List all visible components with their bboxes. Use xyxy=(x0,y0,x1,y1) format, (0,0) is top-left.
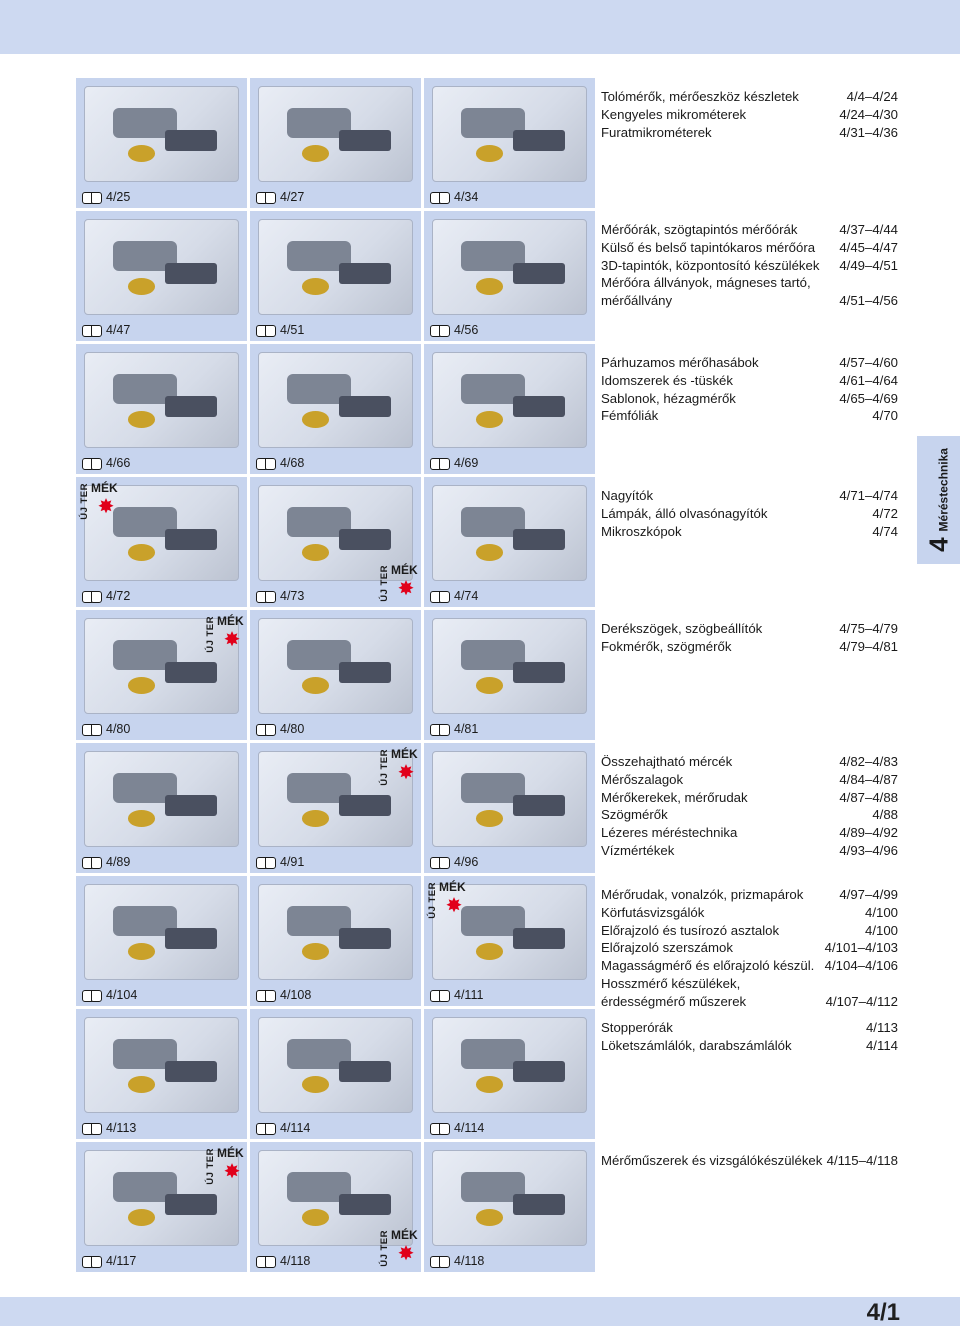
chapter-tab[interactable] xyxy=(917,436,960,564)
catalog-row-9 xyxy=(76,1142,904,1272)
contents-entry[interactable]: Lámpák, álló olvasónagyítók 4/72 xyxy=(601,505,898,521)
product-image-cell[interactable] xyxy=(76,743,247,873)
page-reference: 4/117 xyxy=(82,1254,136,1268)
book-icon xyxy=(430,857,450,868)
page-reference: 4/56 xyxy=(430,323,478,337)
book-icon xyxy=(430,1123,450,1134)
product-image xyxy=(432,485,587,581)
page-reference: 4/111 xyxy=(430,988,483,1002)
new-product-badge: ÚJ TER MÉK ✸ xyxy=(79,481,118,520)
product-image-cell[interactable] xyxy=(424,1142,595,1272)
product-image-cell[interactable] xyxy=(76,1142,247,1272)
laser-icon: ✸ xyxy=(445,895,463,917)
contents-entry[interactable]: Szögmérők 4/88 xyxy=(601,807,898,823)
catalog-row-4 xyxy=(76,477,904,607)
bottom-band xyxy=(0,1297,960,1326)
page-reference: 4/47 xyxy=(82,323,130,337)
contents-entry[interactable]: Lézeres méréstechnika 4/89–4/92 xyxy=(601,825,898,841)
contents-entry[interactable]: Mérőműszerek és vizsgálókészülékek 4/115–4/118 xyxy=(601,1153,898,1168)
contents-entry[interactable]: Mérőkerekek, mérőrudak 4/87–4/88 xyxy=(601,789,898,805)
book-icon xyxy=(256,990,276,1001)
product-image-cell[interactable] xyxy=(76,344,247,474)
product-image-cell[interactable] xyxy=(424,477,595,607)
page-number: 4/1 xyxy=(866,1299,900,1326)
product-image xyxy=(432,86,587,182)
product-image xyxy=(84,86,239,182)
catalog-row-7 xyxy=(76,876,904,1009)
book-icon xyxy=(82,458,102,469)
section-contents xyxy=(598,477,904,607)
contents-entry[interactable]: 3D-tapintók, központosító készülékek 4/49–4/51 xyxy=(601,257,898,273)
product-image xyxy=(432,1150,587,1246)
product-image-cell[interactable] xyxy=(424,610,595,740)
chapter-label: Méréstechnika xyxy=(936,448,950,532)
book-icon xyxy=(82,1123,102,1134)
book-icon xyxy=(430,325,450,336)
contents-entry[interactable]: mérőállvány 4/51–4/56 xyxy=(601,293,898,309)
page-reference: 4/81 xyxy=(430,722,478,736)
product-image-cell[interactable] xyxy=(76,78,247,208)
section-contents xyxy=(598,610,904,740)
contents-entry[interactable]: Nagyítók 4/71–4/74 xyxy=(601,488,898,503)
book-icon xyxy=(430,990,450,1001)
catalog-row-8 xyxy=(76,1009,904,1139)
page-reference: 4/104 xyxy=(82,988,137,1002)
section-contents xyxy=(598,1142,904,1272)
product-image-cell[interactable] xyxy=(424,1009,595,1139)
chapter-number: 4 xyxy=(923,537,953,552)
book-icon xyxy=(256,857,276,868)
section-contents xyxy=(598,211,904,341)
book-icon xyxy=(256,192,276,203)
laser-icon: ✸ xyxy=(97,496,115,518)
page-reference: 4/73 xyxy=(256,589,304,603)
book-icon xyxy=(82,857,102,868)
page-reference: 4/114 xyxy=(256,1121,310,1135)
section-contents xyxy=(598,1009,904,1139)
new-product-badge: ÚJ TER MÉK ✸ xyxy=(379,563,418,602)
contents-entry[interactable]: Mérőszalagok 4/84–4/87 xyxy=(601,771,898,787)
contents-entry[interactable]: Löketszámlálók, darabszámlálók 4/114 xyxy=(601,1037,898,1053)
book-icon xyxy=(256,724,276,735)
book-icon xyxy=(430,591,450,602)
page-reference: 4/66 xyxy=(82,456,130,470)
product-image-cell[interactable] xyxy=(424,876,595,1006)
catalog-row-3 xyxy=(76,344,904,474)
laser-icon: ✸ xyxy=(397,578,415,600)
page-reference: 4/72 xyxy=(82,589,130,603)
contents-entry[interactable]: Előrajzoló szerszámok 4/101–4/103 xyxy=(601,940,898,956)
page-reference: 4/118 xyxy=(256,1254,310,1268)
section-contents xyxy=(598,344,904,474)
product-image-cell[interactable] xyxy=(424,78,595,208)
top-band xyxy=(0,0,960,54)
product-image xyxy=(432,618,587,714)
product-image xyxy=(432,219,587,315)
catalog-row-2 xyxy=(76,211,904,341)
product-image-cell[interactable] xyxy=(250,344,421,474)
book-icon xyxy=(256,325,276,336)
book-icon xyxy=(256,1256,276,1267)
contents-entry[interactable]: Előrajzoló és tusírozó asztalok 4/100 xyxy=(601,922,898,938)
contents-entry[interactable]: Körfutásvizsgálók 4/100 xyxy=(601,904,898,920)
page-reference: 4/74 xyxy=(430,589,478,603)
contents-entry[interactable]: Mérőrudak, vonalzók, prizmapárok 4/97–4/99 xyxy=(601,887,898,902)
contents-entry[interactable]: Összehajtható mércék 4/82–4/83 xyxy=(601,754,898,769)
catalog-row-6 xyxy=(76,743,904,873)
page-reference: 4/27 xyxy=(256,190,304,204)
product-image-cell[interactable] xyxy=(250,1009,421,1139)
page-reference: 4/25 xyxy=(82,190,130,204)
book-icon xyxy=(256,1123,276,1134)
product-image xyxy=(432,1017,587,1113)
product-image-cell[interactable] xyxy=(250,1142,421,1272)
page-reference: 4/51 xyxy=(256,323,304,337)
product-image xyxy=(258,618,413,714)
new-product-badge: ÚJ TER MÉK ✸ xyxy=(379,747,418,786)
laser-icon: ✸ xyxy=(397,762,415,784)
contents-entry[interactable]: Hosszmérő készülékek, xyxy=(601,975,741,991)
product-image xyxy=(258,1017,413,1113)
product-image-cell[interactable] xyxy=(76,477,247,607)
book-icon xyxy=(82,591,102,602)
laser-icon: ✸ xyxy=(223,629,241,651)
product-image xyxy=(258,352,413,448)
page-reference: 4/89 xyxy=(82,855,130,869)
product-image xyxy=(84,1017,239,1113)
contents-entry[interactable]: Külső és belső tapintókaros mérőóra 4/45–4/47 xyxy=(601,239,898,255)
section-contents xyxy=(598,876,904,1009)
new-product-badge: ÚJ TER MÉK ✸ xyxy=(427,880,466,919)
product-image-cell[interactable] xyxy=(250,78,421,208)
contents-entry[interactable]: Stopperórák 4/113 xyxy=(601,1020,898,1035)
contents-entry[interactable]: Furatmikrométerek 4/31–4/36 xyxy=(601,124,898,140)
catalog-row-1 xyxy=(76,78,904,208)
laser-icon: ✸ xyxy=(397,1243,415,1265)
product-image-cell[interactable] xyxy=(250,610,421,740)
product-image xyxy=(84,751,239,847)
contents-entry[interactable]: Párhuzamos mérőhasábok 4/57–4/60 xyxy=(601,355,898,370)
page-reference: 4/113 xyxy=(82,1121,136,1135)
section-contents xyxy=(598,743,904,873)
contents-entry[interactable]: Tolómérők, mérőeszköz készletek 4/4–4/24 xyxy=(601,89,898,104)
book-icon xyxy=(82,990,102,1001)
page-reference: 4/108 xyxy=(256,988,311,1002)
contents-entry[interactable]: érdességmérő műszerek 4/107–4/112 xyxy=(601,993,898,1009)
page-reference: 4/80 xyxy=(256,722,304,736)
laser-icon: ✸ xyxy=(223,1161,241,1183)
page-reference: 4/114 xyxy=(430,1121,484,1135)
product-image-cell[interactable] xyxy=(76,211,247,341)
product-image xyxy=(432,751,587,847)
contents-entry[interactable]: Mikroszkópok 4/74 xyxy=(601,523,898,539)
product-image-cell[interactable] xyxy=(250,876,421,1006)
product-image-cell[interactable] xyxy=(424,743,595,873)
book-icon xyxy=(430,192,450,203)
book-icon xyxy=(256,591,276,602)
contents-entry[interactable]: Idomszerek és -tüskék 4/61–4/64 xyxy=(601,372,898,388)
book-icon xyxy=(430,458,450,469)
product-image xyxy=(258,86,413,182)
page-reference: 4/118 xyxy=(430,1254,484,1268)
product-image xyxy=(258,219,413,315)
contents-entry[interactable]: Mérőórák, szögtapintós mérőórák 4/37–4/44 xyxy=(601,222,898,237)
section-contents xyxy=(598,78,904,208)
contents-entry[interactable]: Vízmértékek 4/93–4/96 xyxy=(601,842,898,858)
contents-entry[interactable]: Kengyeles mikrométerek 4/24–4/30 xyxy=(601,106,898,122)
product-image xyxy=(258,884,413,980)
catalog-row-5 xyxy=(76,610,904,740)
page-reference: 4/34 xyxy=(430,190,478,204)
product-image-cell[interactable] xyxy=(250,743,421,873)
product-image-cell[interactable] xyxy=(250,477,421,607)
book-icon xyxy=(82,724,102,735)
contents-entry[interactable]: Sablonok, hézagmérők 4/65–4/69 xyxy=(601,390,898,406)
product-image-cell[interactable] xyxy=(250,211,421,341)
book-icon xyxy=(430,724,450,735)
new-product-badge: ÚJ TER MÉK ✸ xyxy=(205,614,244,653)
contents-entry[interactable]: Magasságmérő és előrajzoló készül. 4/104–4/106 xyxy=(601,958,898,974)
product-image xyxy=(432,352,587,448)
product-image-cell[interactable] xyxy=(76,1009,247,1139)
book-icon xyxy=(82,325,102,336)
contents-entry[interactable]: Mérőóra állványok, mágneses tartó, xyxy=(601,275,811,291)
new-product-badge: ÚJ TER MÉK ✸ xyxy=(379,1228,418,1267)
book-icon xyxy=(82,1256,102,1267)
page-reference: 4/91 xyxy=(256,855,304,869)
product-image-cell[interactable] xyxy=(76,610,247,740)
book-icon xyxy=(82,192,102,203)
product-image xyxy=(84,352,239,448)
product-image-cell[interactable] xyxy=(76,876,247,1006)
book-icon xyxy=(256,458,276,469)
new-product-badge: ÚJ TER MÉK ✸ xyxy=(205,1146,244,1185)
contents-entry[interactable]: Derékszögek, szögbeállítók 4/75–4/79 xyxy=(601,621,898,636)
page-reference: 4/69 xyxy=(430,456,478,470)
page-reference: 4/96 xyxy=(430,855,478,869)
contents-entry[interactable]: Fémfóliák 4/70 xyxy=(601,408,898,424)
contents-entry[interactable]: Fokmérők, szögmérők 4/79–4/81 xyxy=(601,638,898,654)
product-image-cell[interactable] xyxy=(424,344,595,474)
book-icon xyxy=(430,1256,450,1267)
product-image xyxy=(84,219,239,315)
page-reference: 4/80 xyxy=(82,722,130,736)
product-image xyxy=(84,884,239,980)
product-image-cell[interactable] xyxy=(424,211,595,341)
page-reference: 4/68 xyxy=(256,456,304,470)
